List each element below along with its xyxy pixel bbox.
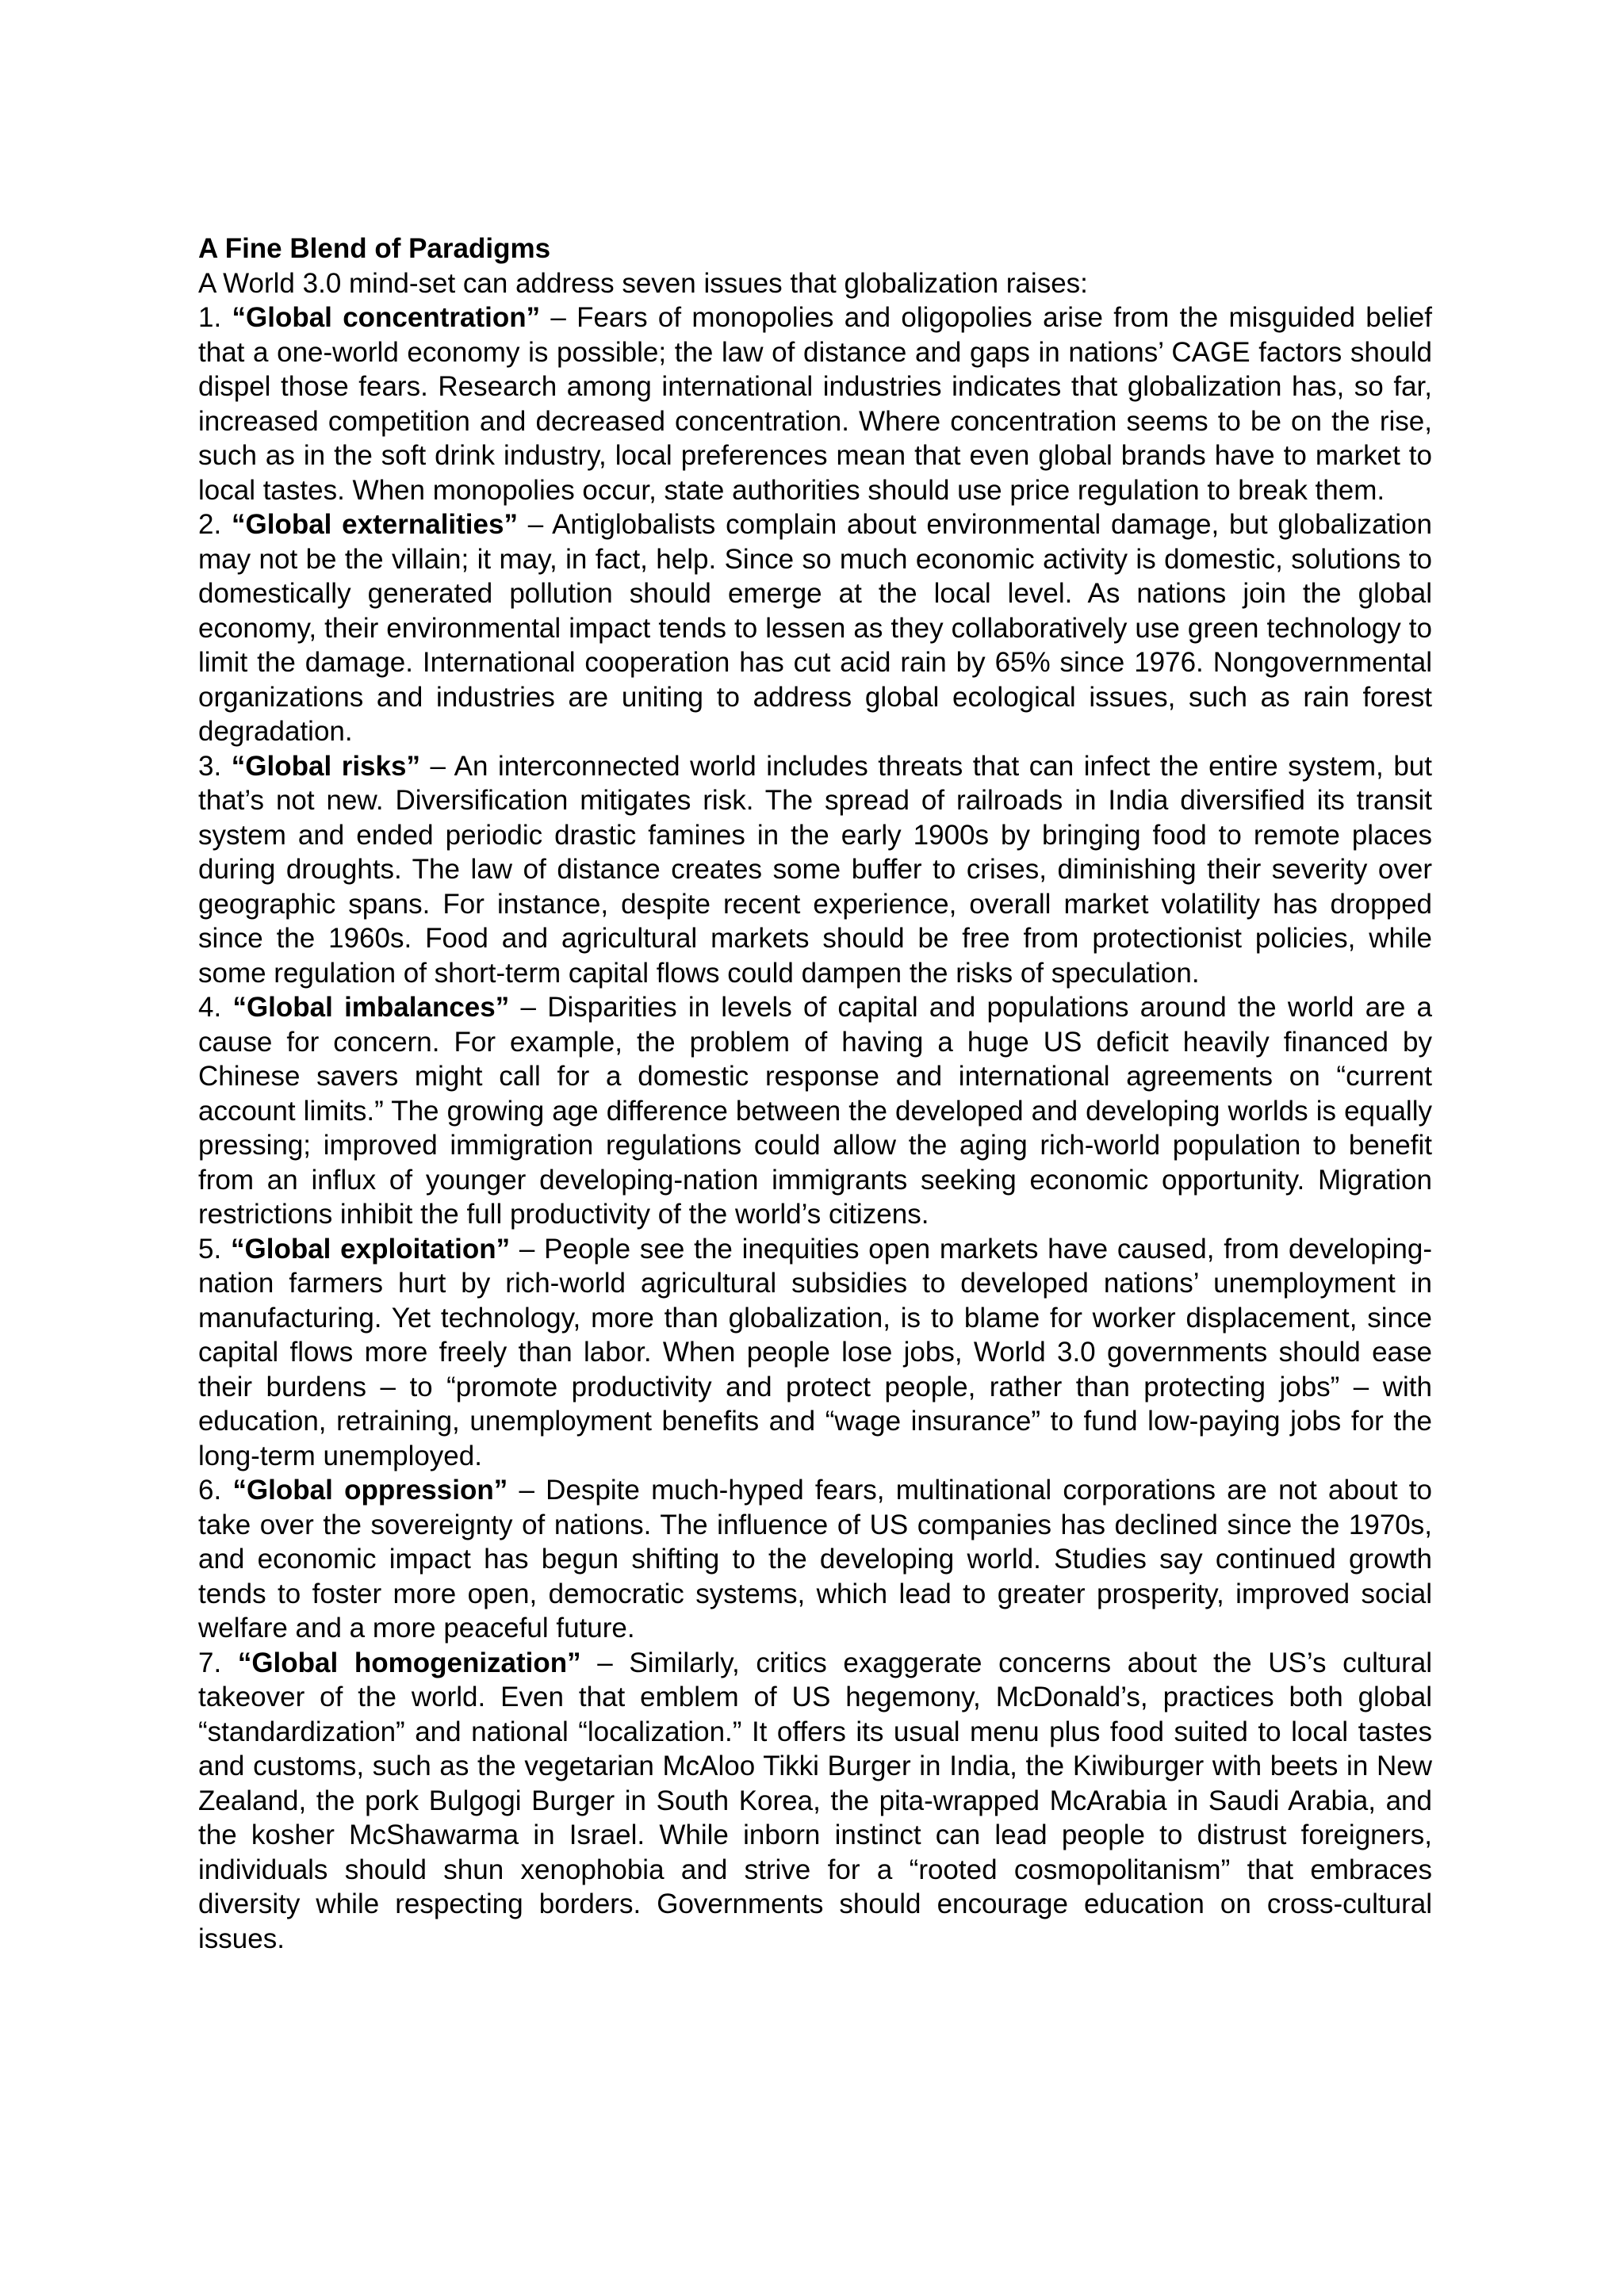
item-text: – Despite much-hyped fears, multinational corporations are not about to take over the sovereignty of nations. The influence of US companies has declined since the 1970s, and economic impact has begun shifting to the developing world. Studies say continued growth tends to foster more open, democratic systems, which lead to greater prosperity, improved social welfare and a more peaceful future. — [198, 1475, 1432, 1644]
item-term: “Global externalities” — [232, 509, 518, 540]
list-item — [198, 990, 1432, 1232]
item-term: “Global oppression” — [232, 1475, 508, 1506]
item-text: – An interconnected world includes threats that can infect the entire system, but that’s not new. Diversification mitigates risk. The spread of railroads in India diversified its transit system and ended periodic drastic famines in the early 1900s by bringing food to remote places during droughts. The law of distance creates some buffer to crises, diminishing their severity over geographic spans. For instance, despite recent experience, overall market volatility has dropped since the 1960s. Food and agricultural markets should be free from protectionist policies, while some regulation of short-term capital flows could dampen the risks of speculation. — [198, 750, 1432, 989]
item-term: “Global exploitation” — [231, 1233, 511, 1265]
intro-paragraph: A World 3.0 mind-set can address seven issues that globalization raises: — [198, 267, 1088, 299]
item-text: – Disparities in levels of capital and populations around the world are a cause for concern. For example, the problem of having a huge US deficit heavily financed by Chinese savers might call for a domestic response and international agreements on “current account limits.” The growing age difference between the developed and developing worlds is equally pressing; improved immigration regulations could allow the aging rich-world population to benefit from an influx of younger developing-nation immigrants seeking economic opportunity. Migration restrictions inhibit the full productivity of the world’s citizens. — [198, 992, 1433, 1230]
list-item — [198, 300, 1432, 507]
item-term: “Global concentration” — [232, 302, 541, 333]
item-term: “Global risks” — [231, 750, 420, 782]
item-text: – Similarly, critics exaggerate concerns about the US’s cultural takeover of the world. Even that emblem of US hegemony, McDonald’s, practices both global “standardization” and national “localization.” It offers its usual menu plus food suited to local tastes and customs, such as the vegetarian McAloo Tikki Burger in India, the Kiwiburger with beets in New Zealand, the pork Bulgogi Burger in South Korea, the pita-wrapped McArabia in Saudi Arabia, and the kosher McShawarma in Israel. While inborn instinct can lead people to distrust foreigners, individuals should shun xenophobia and strive for a “rooted cosmopolitanism” that embraces diversity while respecting borders. Governments should encourage education on cross-cultural issues. — [198, 1647, 1432, 1954]
document-title: A Fine Blend of Paradigms — [198, 233, 551, 264]
item-text: – Fears of monopolies and oligopolies arise from the misguided belief that a one-world economy is possible; the law of distance and gaps in nations’ CAGE factors should dispel those fears. Research among international industries indicates that globalization has, so far, increased competition and decreased concentration. Where concentration seems to be on the rise, such as in the soft drink industry, local preferences mean that even global brands have to market to local tastes. When monopolies occur, state authorities should use price regulation to break them. — [198, 302, 1432, 506]
item-number: 2. — [198, 509, 222, 540]
item-term: “Global imbalances” — [232, 992, 510, 1023]
item-number: 1. — [198, 302, 222, 333]
list-item — [198, 1473, 1432, 1646]
item-term: “Global homogenization” — [237, 1647, 581, 1678]
document-body — [198, 232, 1432, 1956]
item-text: – People see the inequities open markets have caused, from developing-nation farmers hurt by rich-world agricultural subsidies to developed nations’ unemployment in manufacturing. Yet technology, more than globalization, is to blame for worker displacement, since capital flows more freely than labor. When people lose jobs, World 3.0 governments should ease their burdens – to “promote productivity and protect people, rather than protecting jobs” – with education, retraining, unemployment benefits and “wage insurance” to fund low-paying jobs for the long-term unemployed. — [198, 1233, 1432, 1471]
list-item — [198, 507, 1432, 749]
item-number: 4. — [198, 992, 222, 1023]
list-item — [198, 1232, 1432, 1474]
item-number: 7. — [198, 1647, 222, 1678]
item-number: 3. — [198, 750, 222, 782]
list-item — [198, 1646, 1432, 1957]
item-number: 6. — [198, 1475, 222, 1506]
list-item — [198, 749, 1432, 991]
item-number: 5. — [198, 1233, 222, 1265]
item-text: – Antiglobalists complain about environmental damage, but globalization may not be the villain; it may, in fact, help. Since so much economic activity is domestic, solutions to domestically generated pollution should emerge at the local level. As nations join the global economy, their environmental impact tends to lessen as they collaboratively use green technology to limit the damage. International cooperation has cut acid rain by 65% since 1976. Nongovernmental organizations and industries are uniting to address global ecological issues, such as rain forest degradation. — [198, 509, 1432, 747]
